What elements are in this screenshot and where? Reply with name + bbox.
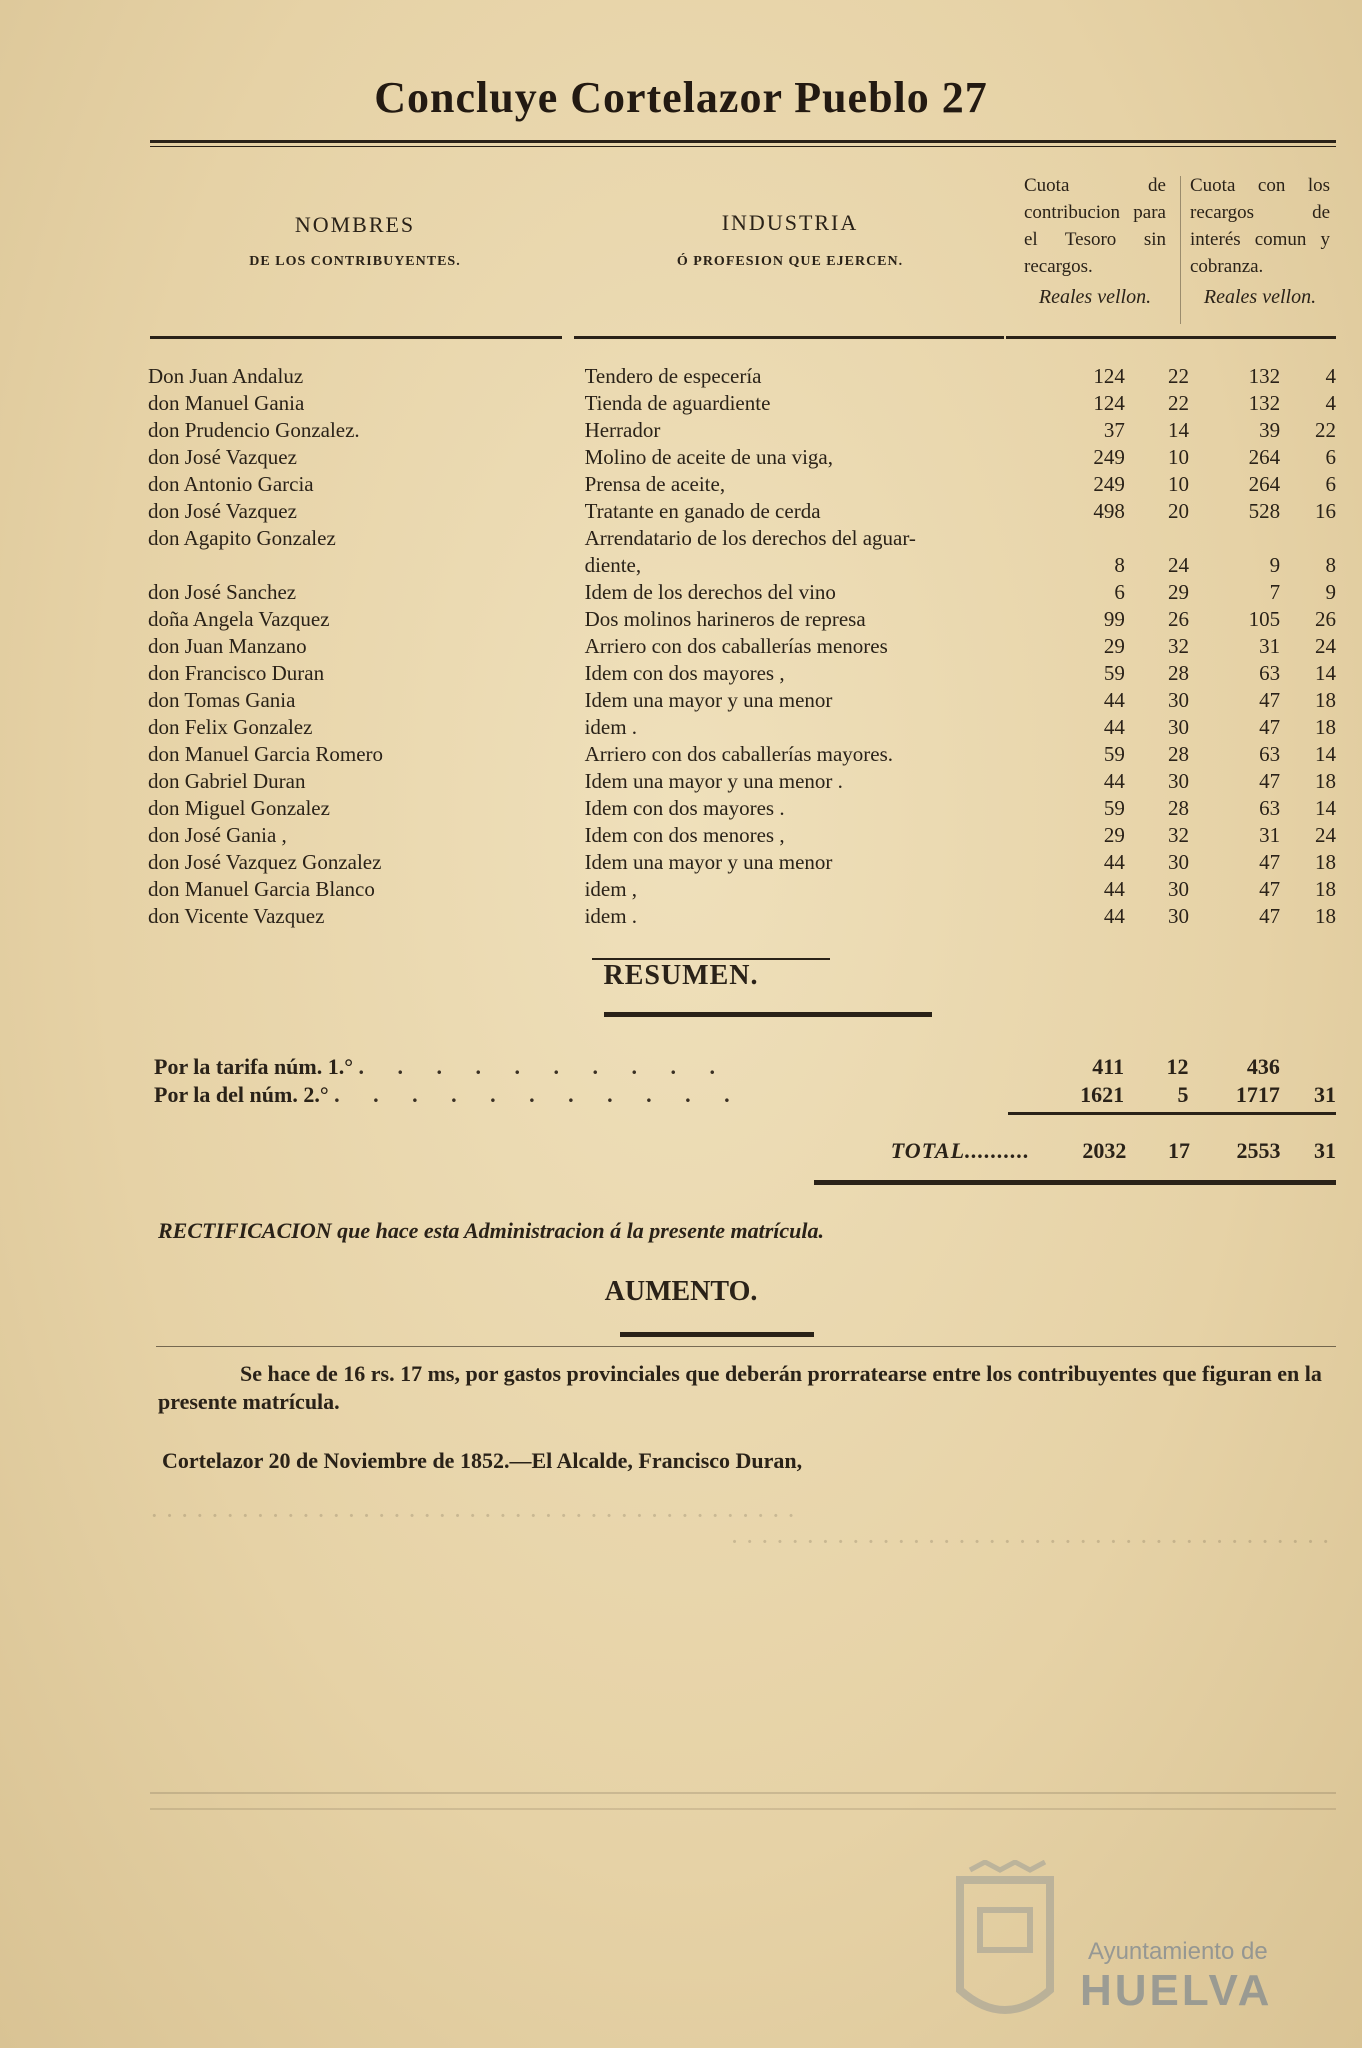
industry-cell: idem . xyxy=(584,904,638,928)
total-row xyxy=(154,1136,1336,1164)
resumen-label: Por la tarifa núm. 1.° xyxy=(154,1054,354,1079)
cuota-tesoro-maravedis: 26 xyxy=(1168,607,1190,631)
cuota-recargos-reales: 47 xyxy=(1259,850,1281,874)
industry-header xyxy=(570,210,1010,270)
header-rule-right xyxy=(1006,336,1336,339)
industry-cell: idem . xyxy=(584,715,638,739)
table-row xyxy=(148,794,1336,821)
resumen-row xyxy=(154,1080,1336,1108)
industry-cell: Tienda de aguardiente xyxy=(584,391,771,415)
cuota-tesoro-maravedis: 28 xyxy=(1168,796,1190,820)
contributors-table xyxy=(148,362,1336,929)
contributor-name: don Prudencio Gonzalez. xyxy=(148,418,360,442)
industry-cell: Prensa de aceite, xyxy=(584,472,726,496)
cuota-tesoro-reales: 44 xyxy=(1103,769,1125,793)
cuota-recargos-maravedis: 22 xyxy=(1315,418,1336,442)
cuota-tesoro-reales: 249 xyxy=(1093,445,1125,469)
industry-cell: Arriero con dos caballerías mayores. xyxy=(584,742,894,766)
watermark-line2: HUELVA xyxy=(1080,1966,1273,2015)
industry-cell: Arrendatario de los derechos del aguar- xyxy=(584,526,916,550)
cuota-recargos-reales: 63 xyxy=(1259,661,1281,685)
cuota-tesoro-maravedis: 30 xyxy=(1168,769,1190,793)
cuota-recargos-maravedis: 18 xyxy=(1315,715,1336,739)
cuota-tesoro-reales: 59 xyxy=(1103,796,1125,820)
cuota-tesoro-maravedis: 29 xyxy=(1168,580,1190,604)
bleed-rule xyxy=(150,1808,1336,1810)
cuota-tesoro-reales: 249 xyxy=(1093,472,1125,496)
total-c4: 31 xyxy=(1314,1138,1336,1163)
cuota-tesoro-maravedis: 28 xyxy=(1168,742,1190,766)
aumento-title: AUMENTO. xyxy=(604,1276,758,1307)
industry-cell: Idem una mayor y una menor . xyxy=(584,769,843,793)
cuota-tesoro-maravedis: 22 xyxy=(1168,364,1190,388)
contributor-name: don José Sanchez xyxy=(148,580,297,604)
cuota-recargos-reales: 47 xyxy=(1259,904,1281,928)
table-row xyxy=(148,470,1336,497)
table-row xyxy=(148,551,1336,578)
cuota-recargos-maravedis: 18 xyxy=(1315,688,1336,712)
cuota-recargos-maravedis: 14 xyxy=(1315,796,1336,820)
aumento-text: Se hace de 16 rs. 17 ms, por gastos provinciales que deberán prorratearse entre los contribuyentes que figuran en la presente matrícula. xyxy=(158,1361,1322,1414)
table-row xyxy=(148,632,1336,659)
cuota-recargos-reales: 9 xyxy=(1269,553,1281,577)
cuota-tesoro-reales: 29 xyxy=(1103,634,1125,658)
cuota-tesoro-maravedis xyxy=(1125,524,1189,551)
industry-cell: Idem de los derechos del vino xyxy=(584,580,836,604)
table-row xyxy=(148,605,1336,632)
cuota-recargos-maravedis: 6 xyxy=(1325,445,1336,469)
aumento-rule xyxy=(620,1332,814,1337)
cuota-tesoro-maravedis: 30 xyxy=(1168,904,1190,928)
contributor-name: don José Vazquez xyxy=(148,499,297,523)
bleed-rule xyxy=(150,1792,1336,1794)
bleed-through-text: · · · · · · · · · · · · · · · · · · · · · · · · · · · · · · · · · · · · · · · · xyxy=(730,1527,1330,1556)
contributor-name: don Agapito Gonzalez xyxy=(148,526,336,550)
cuota-tesoro-header xyxy=(1024,172,1166,309)
aumento-rule-top xyxy=(156,1346,1336,1347)
contributor-name: don Manuel Garcia Romero xyxy=(148,742,384,766)
industry-cell: idem , xyxy=(584,877,638,901)
total-label: TOTAL.......... xyxy=(890,1138,1031,1163)
contributor-name: don Antonio Garcia xyxy=(148,472,314,496)
industry-cell: Arriero con dos caballerías menores xyxy=(584,634,888,658)
contributor-name: don José Vazquez Gonzalez xyxy=(148,850,382,874)
cuota-tesoro-reales: 59 xyxy=(1103,661,1125,685)
table-row xyxy=(148,362,1336,389)
industry-cell: Idem con dos menores , xyxy=(584,823,785,847)
cuota-recargos-unit: Reales vellon. xyxy=(1203,286,1317,308)
cuota-recargos-reales: 63 xyxy=(1259,796,1281,820)
cuota-recargos-maravedis: 24 xyxy=(1315,634,1336,658)
table-row xyxy=(148,578,1336,605)
industry-cell: Tendero de especería xyxy=(584,364,762,388)
cuota-recargos-reales: 264 xyxy=(1248,445,1281,469)
title-rule-thin xyxy=(150,146,1336,147)
cuota-recargos-reales: 31 xyxy=(1259,823,1281,847)
contributor-name: don Tomas Gania xyxy=(148,688,296,712)
cuota-tesoro-maravedis: 30 xyxy=(1168,877,1190,901)
cuota-tesoro-reales: 124 xyxy=(1093,391,1125,415)
industry-cell: diente, xyxy=(584,553,642,577)
page-title: Concluye Cortelazor Pueblo 27 xyxy=(374,73,988,122)
cuota-recargos-reales: 47 xyxy=(1259,715,1281,739)
cuota-tesoro-reales: 44 xyxy=(1103,715,1125,739)
table-row xyxy=(148,443,1336,470)
cuota-tesoro-maravedis: 22 xyxy=(1168,391,1190,415)
cuota-tesoro-maravedis: 20 xyxy=(1168,499,1190,523)
cuota-tesoro-reales: 44 xyxy=(1103,877,1125,901)
table-row xyxy=(148,821,1336,848)
total-c2: 17 xyxy=(1168,1138,1191,1163)
cuota-recargos-reales: 31 xyxy=(1259,634,1281,658)
resumen-c1: 1621 xyxy=(1080,1082,1125,1107)
contributor-name: Don Juan Andaluz xyxy=(148,364,304,388)
table-row xyxy=(148,686,1336,713)
industry-cell: Idem con dos mayores , xyxy=(584,661,785,685)
cuota-tesoro-maravedis: 30 xyxy=(1168,688,1190,712)
cuota-recargos-reales: 63 xyxy=(1259,742,1281,766)
cuota-tesoro-reales: 8 xyxy=(1114,553,1125,577)
cuota-recargos-reales: 47 xyxy=(1259,769,1281,793)
cuota-recargos-maravedis: 6 xyxy=(1325,472,1336,496)
table-row xyxy=(148,497,1336,524)
rectificacion-heading: RECTIFICACION que hace esta Administracion á la presente matrícula. xyxy=(158,1218,824,1243)
resumen-rule-bottom xyxy=(604,1012,932,1017)
cuota-tesoro-label: Cuota de contribucion para el Tesoro sin recargos. xyxy=(1024,175,1166,277)
cuota-tesoro-reales: 44 xyxy=(1103,904,1125,928)
resumen-c4 xyxy=(1280,1052,1336,1080)
table-row xyxy=(148,659,1336,686)
cuota-tesoro-unit: Reales vellon. xyxy=(1038,286,1152,308)
industry-cell: Idem con dos mayores . xyxy=(584,796,785,820)
cuota-recargos-reales: 528 xyxy=(1248,499,1281,523)
cuota-recargos-maravedis: 18 xyxy=(1315,904,1336,928)
signature-line: Cortelazor 20 de Noviembre de 1852.—El Alcalde, Francisco Duran, xyxy=(162,1448,803,1473)
cuota-tesoro-maravedis: 10 xyxy=(1168,472,1190,496)
resumen-c4: 31 xyxy=(1314,1082,1336,1107)
table-row xyxy=(148,740,1336,767)
table-row xyxy=(148,875,1336,902)
cuota-recargos-maravedis: 26 xyxy=(1315,607,1336,631)
cuota-recargos-maravedis: 16 xyxy=(1315,499,1336,523)
names-subtitle: DE LOS CONTRIBUYENTES. xyxy=(249,254,461,269)
leader-dots: . . . . . . . . . . xyxy=(358,1054,730,1079)
cuota-recargos-reales: 132 xyxy=(1248,391,1281,415)
cuota-recargos-maravedis: 14 xyxy=(1315,661,1336,685)
table-row xyxy=(148,524,1336,551)
resumen-c2: 5 xyxy=(1177,1082,1189,1107)
table-row xyxy=(148,389,1336,416)
table-row xyxy=(148,848,1336,875)
contributor-name: don Juan Manzano xyxy=(148,634,307,658)
names-header xyxy=(150,212,560,270)
contributor-name: don Manuel Garcia Blanco xyxy=(148,877,375,901)
industry-cell: Herrador xyxy=(584,418,661,442)
industry-title: INDUSTRIA xyxy=(721,210,859,235)
resumen-label: Por la del núm. 2.° xyxy=(154,1082,329,1107)
cuota-tesoro-maravedis: 10 xyxy=(1168,445,1190,469)
cuota-tesoro-reales: 37 xyxy=(1103,418,1125,442)
industry-subtitle: Ó PROFESION QUE EJERCEN. xyxy=(676,254,904,269)
cuota-tesoro-reales xyxy=(1040,524,1125,551)
cuota-recargos-reales: 264 xyxy=(1248,472,1281,496)
cuota-recargos-reales: 39 xyxy=(1259,418,1281,442)
resumen-c1: 411 xyxy=(1092,1054,1125,1079)
cuota-recargos-label: Cuota con los recargos de interés comun y cobranza. xyxy=(1190,175,1330,277)
cuota-recargos-reales: 132 xyxy=(1248,364,1281,388)
cuota-tesoro-reales: 6 xyxy=(1114,580,1125,604)
cuota-tesoro-maravedis: 24 xyxy=(1168,553,1190,577)
industry-cell: Idem una mayor y una menor xyxy=(584,688,833,712)
industry-cell: Idem una mayor y una menor xyxy=(584,850,833,874)
cuota-tesoro-maravedis: 28 xyxy=(1168,661,1190,685)
cuota-recargos-reales: 47 xyxy=(1259,877,1281,901)
total-double-rule xyxy=(814,1180,1336,1185)
cuota-recargos-maravedis: 18 xyxy=(1315,877,1336,901)
contributor-name: don José Gania , xyxy=(148,823,287,847)
table-row xyxy=(148,416,1336,443)
cuota-tesoro-maravedis: 30 xyxy=(1168,850,1190,874)
watermark-line1: Ayuntamiento de xyxy=(1088,1938,1268,1965)
cuota-recargos-maravedis: 24 xyxy=(1315,823,1336,847)
contributor-name: don Miguel Gonzalez xyxy=(148,796,330,820)
header-rule-left xyxy=(150,336,562,339)
bleed-through-text: · · · · · · · · · · · · · · · · · · · · · · · · · · · · · · · · · · · · · · · · · · · xyxy=(150,1501,796,1530)
resumen-table xyxy=(154,1052,1336,1108)
contributor-name: don José Vazquez xyxy=(148,445,297,469)
cuota-recargos-reales xyxy=(1189,524,1280,551)
cuota-tesoro-maravedis: 14 xyxy=(1168,418,1190,442)
contributor-name: don Gabriel Duran xyxy=(148,769,306,793)
cuota-recargos-reales: 105 xyxy=(1248,607,1281,631)
resumen-row xyxy=(154,1052,1336,1080)
industry-cell: Dos molinos harineros de represa xyxy=(584,607,866,631)
cuota-recargos-header xyxy=(1190,172,1330,309)
resumen-title: RESUMEN. xyxy=(603,960,759,991)
cuota-tesoro-reales: 124 xyxy=(1093,364,1125,388)
cuota-tesoro-reales: 59 xyxy=(1103,742,1125,766)
header-rule-mid xyxy=(574,336,1004,339)
cuota-tesoro-maravedis: 32 xyxy=(1168,634,1190,658)
cuota-tesoro-reales: 44 xyxy=(1103,850,1125,874)
cuota-tesoro-maravedis: 30 xyxy=(1168,715,1190,739)
cuota-tesoro-reales: 44 xyxy=(1103,688,1125,712)
cuota-recargos-maravedis: 9 xyxy=(1325,580,1336,604)
contributor-name: don Manuel Gania xyxy=(148,391,305,415)
total-rule xyxy=(1008,1112,1336,1115)
resumen-c2: 12 xyxy=(1166,1054,1189,1079)
cuota-recargos-reales: 7 xyxy=(1269,580,1281,604)
industry-cell: Tratante en ganado de cerda xyxy=(584,499,821,523)
table-row xyxy=(148,767,1336,794)
cuota-recargos-maravedis: 14 xyxy=(1315,742,1336,766)
total-table xyxy=(154,1136,1336,1164)
cuota-recargos-maravedis xyxy=(1280,524,1336,551)
cuota-recargos-maravedis: 18 xyxy=(1315,769,1336,793)
total-c1: 2032 xyxy=(1082,1138,1127,1163)
cuota-recargos-maravedis: 4 xyxy=(1325,391,1336,415)
cuota-tesoro-reales: 29 xyxy=(1103,823,1125,847)
contributor-name: don Francisco Duran xyxy=(148,661,325,685)
cuota-tesoro-maravedis: 32 xyxy=(1168,823,1190,847)
contributor-name: doña Angela Vazquez xyxy=(148,607,330,631)
title-rule xyxy=(150,140,1336,143)
total-c3: 2553 xyxy=(1236,1138,1281,1163)
cuota-tesoro-reales: 498 xyxy=(1093,499,1125,523)
cuota-tesoro-reales: 99 xyxy=(1103,607,1125,631)
resumen-c3: 1717 xyxy=(1235,1082,1280,1107)
header-col-sep xyxy=(1180,176,1181,324)
contributor-name: don Vicente Vazquez xyxy=(148,904,325,928)
table-row xyxy=(148,902,1336,929)
contributor-name: don Felix Gonzalez xyxy=(148,715,313,739)
cuota-recargos-maravedis: 4 xyxy=(1325,364,1336,388)
cuota-recargos-maravedis: 18 xyxy=(1315,850,1336,874)
resumen-c3: 436 xyxy=(1246,1054,1280,1079)
table-row xyxy=(148,713,1336,740)
leader-dots: . . . . . . . . . . . xyxy=(334,1082,744,1107)
industry-cell: Molino de aceite de una viga, xyxy=(584,445,833,469)
names-title: NOMBRES xyxy=(294,212,416,237)
contributor-name xyxy=(148,551,581,578)
cuota-recargos-reales: 47 xyxy=(1259,688,1281,712)
cuota-recargos-maravedis: 8 xyxy=(1325,553,1336,577)
